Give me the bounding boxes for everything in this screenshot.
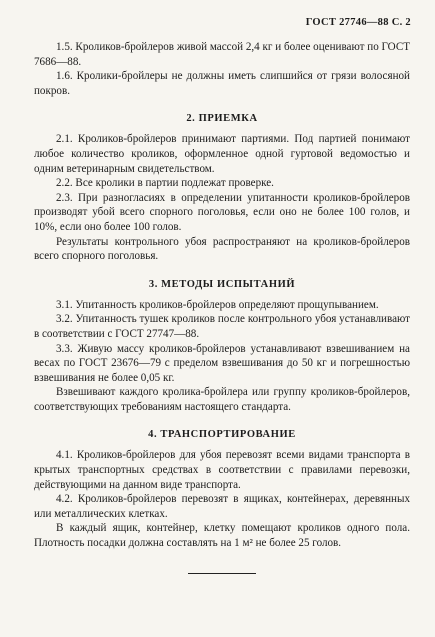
paragraph-4-2: 4.2. Кроликов-бройлеров перевозят в ящиках, контейнерах, деревянных или металлических клетках.	[34, 493, 410, 520]
paragraph-2-2: 2.2. Все кролики в партии подлежат проверке.	[56, 177, 274, 190]
paragraph-2-3: 2.3. При разногласиях в определении упитанности кроликов-бройлеров производят убой всего спорного поголовья, если оно не более 100 голов, и 10%, если оно более 100 голов.	[34, 191, 410, 233]
section-title-acceptance: 2. ПРИЕМКА	[186, 113, 258, 125]
section-title-transportation: 4. ТРАНСПОРТИРОВАНИЕ	[148, 429, 296, 441]
paragraph-1-6: 1.6. Кролики-бройлеры не должны иметь слипшийся от грязи волосяной покров.	[34, 70, 410, 97]
paragraph-4-1: 4.1. Кроликов-бройлеров для убоя перевозят всеми видами транспорта в крытых транспортных средствах в соответствии с правилами перевозки, действующими на данном виде транспорта.	[34, 449, 410, 491]
paragraph-2-3-results: Результаты контрольного убоя распространяют на кроликов-бройлеров всего спорного поголовья.	[34, 235, 410, 263]
running-header: ГОСТ 27746—88 С. 2	[305, 17, 411, 28]
paragraph-3-1: 3.1. Упитанность кроликов-бройлеров определяют прощупыванием.	[56, 298, 379, 311]
paragraph-1-5: 1.5. Кроликов-бройлеров живой массой 2,4 кг и более оценивают по ГОСТ 7686—88.	[34, 41, 410, 68]
paragraph-3-3: 3.3. Живую массу кроликов-бройлеров устанавливают взвешиванием на весах по ГОСТ 23676—79 с пределом взвешивания до 50 кг и погрешностью взвешивания не более 0,05 кг.	[34, 342, 410, 384]
paragraph-3-2: 3.2. Упитанность тушек кроликов после контрольного убоя устанавливают в соответствии с ГОСТ 27747—88.	[34, 313, 410, 340]
document-body	[34, 40, 410, 574]
paragraph-4-2-density: В каждый ящик, контейнер, клетку помещают кроликов одного пола. Плотность посадки должна составлять на 1 м² не более 25 голов.	[34, 522, 410, 550]
end-divider	[188, 573, 256, 574]
paragraph-3-3-weighing: Взвешивают каждого кролика-бройлера или группу кроликов-бройлеров, соответствующих требованиям настоящего стандарта.	[34, 386, 410, 413]
section-title-test-methods: 3. МЕТОДЫ ИСПЫТАНИЙ	[148, 278, 296, 290]
paragraph-2-1: 2.1. Кроликов-бройлеров принимают партиями. Под партией понимают любое количество кроликов, оформленное одной гуртовой ведомостью и одним ветеринарным свидетельством.	[34, 133, 410, 175]
